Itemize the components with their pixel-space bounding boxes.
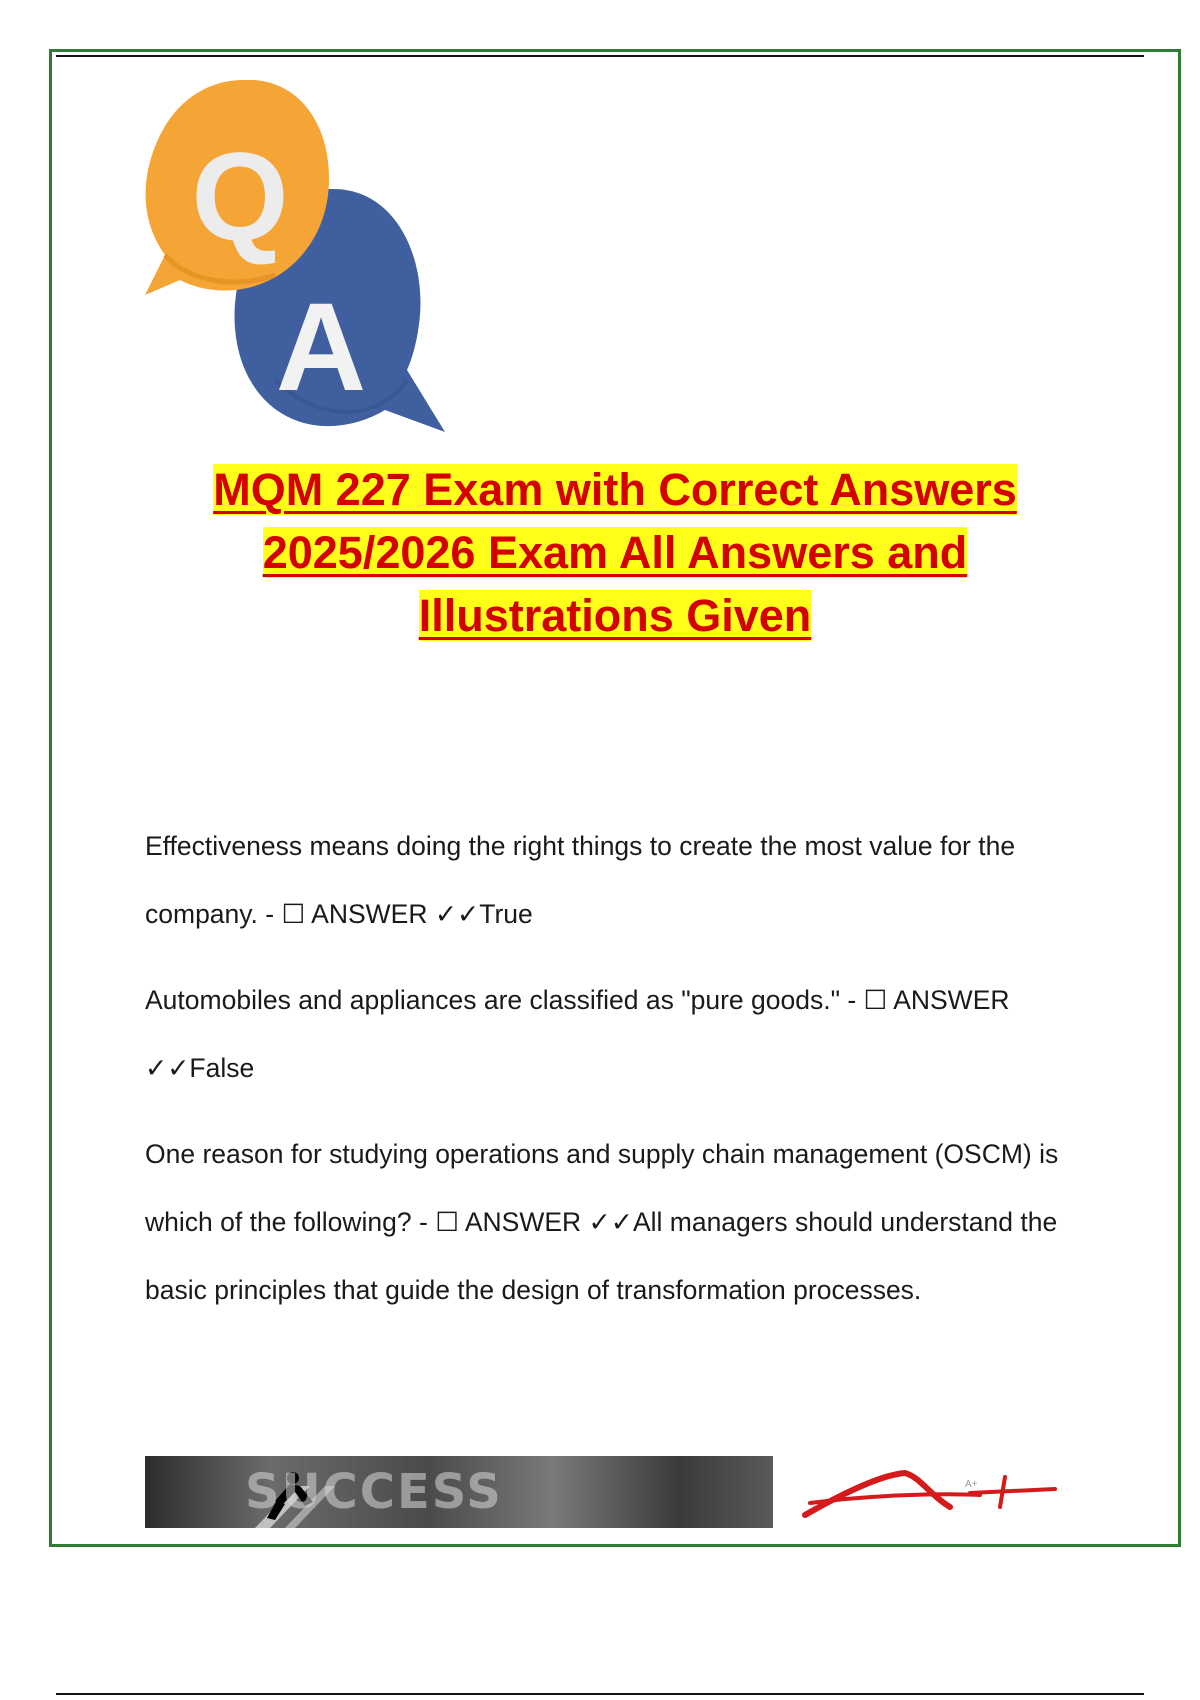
question-item — [145, 812, 1095, 948]
title-line-3: Illustrations Given — [418, 590, 812, 641]
question-item — [145, 966, 1095, 1102]
answer-text: ✓✓All managers should understand the basic principles that guide the design of transformation processes. — [145, 1207, 1058, 1305]
answer-separator: - ☐ ANSWER — [839, 985, 1010, 1015]
question-list — [145, 812, 1095, 1342]
svg-text:Q: Q — [191, 128, 289, 267]
answer-separator: - ☐ ANSWER — [411, 1207, 589, 1237]
svg-text:A+: A+ — [965, 1479, 978, 1490]
qa-logo-icon — [145, 80, 465, 450]
top-divider — [56, 55, 1144, 57]
success-word: SUCCESS — [245, 1464, 503, 1520]
answer-text: ✓✓True — [434, 899, 533, 929]
answer-separator: - ☐ ANSWER — [257, 899, 435, 929]
title-line-1: MQM 227 Exam with Correct Answers — [213, 464, 1017, 515]
title-line-2: 2025/2026 Exam All Answers and — [262, 527, 968, 578]
question-item — [145, 1120, 1095, 1324]
answer-text: ✓✓False — [145, 1053, 255, 1083]
question-text: Automobiles and appliances are classified as "pure goods." — [145, 985, 840, 1015]
a-plus-grade-icon — [800, 1465, 1065, 1525]
svg-text:A: A — [275, 278, 367, 417]
question-text: One reason for studying operations and supply chain management (OSCM) is which of the following? — [145, 1139, 1059, 1237]
document-title — [130, 458, 1100, 647]
question-text: Effectiveness means doing the right things to create the most value for the company. — [145, 831, 1016, 929]
bottom-divider — [56, 1693, 1144, 1695]
success-banner-image — [145, 1456, 773, 1528]
